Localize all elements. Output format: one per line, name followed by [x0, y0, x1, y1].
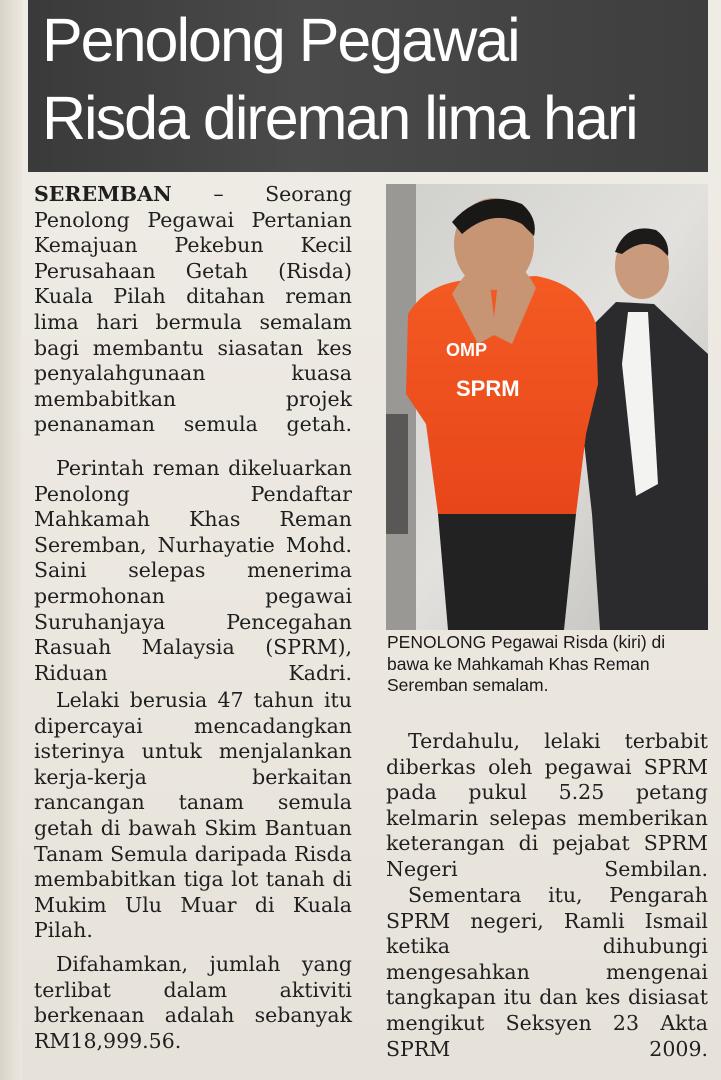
- shirt-badge-text: OMP: [446, 340, 488, 360]
- shirt-sprm-text: SPRM: [456, 376, 520, 401]
- headline-line-2: Risda direman lima hari: [42, 84, 637, 152]
- article-paragraph-1: [34, 182, 352, 438]
- photo-caption: [387, 632, 707, 697]
- article-paragraph-5: Terdahulu, lelaki terbabit diberkas oleh pegawai SPRM pada pukul 5.25 petang kelmarin selepas memberikan keterangan di pejabat SPRM Negeri Sembilan.: [386, 729, 708, 881]
- headline-line-1: Penolong Pegawai: [42, 6, 519, 74]
- paragraph-1-text: – Seorang Penolong Pegawai Pertanian Kemajuan Pekebun Kecil Perusahaan Getah (Risda) Kuala Pilah ditahan reman lima hari bermula semalam bagi membantu siasatan kes penyalahgunaan kuasa membabitkan projek penanaman semula getah.: [34, 182, 352, 437]
- caption-text: Pegawai Risda (kiri) di bawa ke Mahkamah Khas Reman Seremban semalam.: [387, 632, 666, 695]
- caption-lead: PENOLONG: [387, 632, 487, 652]
- dateline: SEREMBAN: [34, 182, 172, 206]
- photo-illustration: [386, 184, 708, 630]
- news-photo: [386, 184, 708, 630]
- headline-banner: [28, 0, 708, 172]
- article-paragraph-4: Difahamkan, jumlah yang terlibat dalam aktiviti berkenaan adalah sebanyak RM18,999.56.: [34, 952, 352, 1053]
- article-paragraph-6: Sementara itu, Pengarah SPRM negeri, Ramli Ismail ketika dihubungi mengesahkan mengenai tangkapan itu dan kes disiasat mengikut Seksyen 23 Akta SPRM 2009.: [386, 883, 708, 1061]
- article-paragraph-2: Perintah reman dikeluarkan Penolong Pendaftar Mahkamah Khas Reman Seremban, Nurhayatie Mohd. Saini selepas menerima permohonan pegawai Suruhanjaya Pencegahan Rasuah Malaysia (SPRM), Riduan Kadri.: [34, 456, 352, 685]
- clipping-edge: [0, 0, 22, 1080]
- article-paragraph-3: Lelaki berusia 47 tahun itu dipercayai mencadangkan isterinya untuk menjalankan kerja-kerja berkaitan rancangan tanam semula getah di bawah Skim Bantuan Tanam Semula daripada Risda membabitkan tiga lot tanah di Mukim Ulu Muar di Kuala Pilah.: [34, 688, 352, 943]
